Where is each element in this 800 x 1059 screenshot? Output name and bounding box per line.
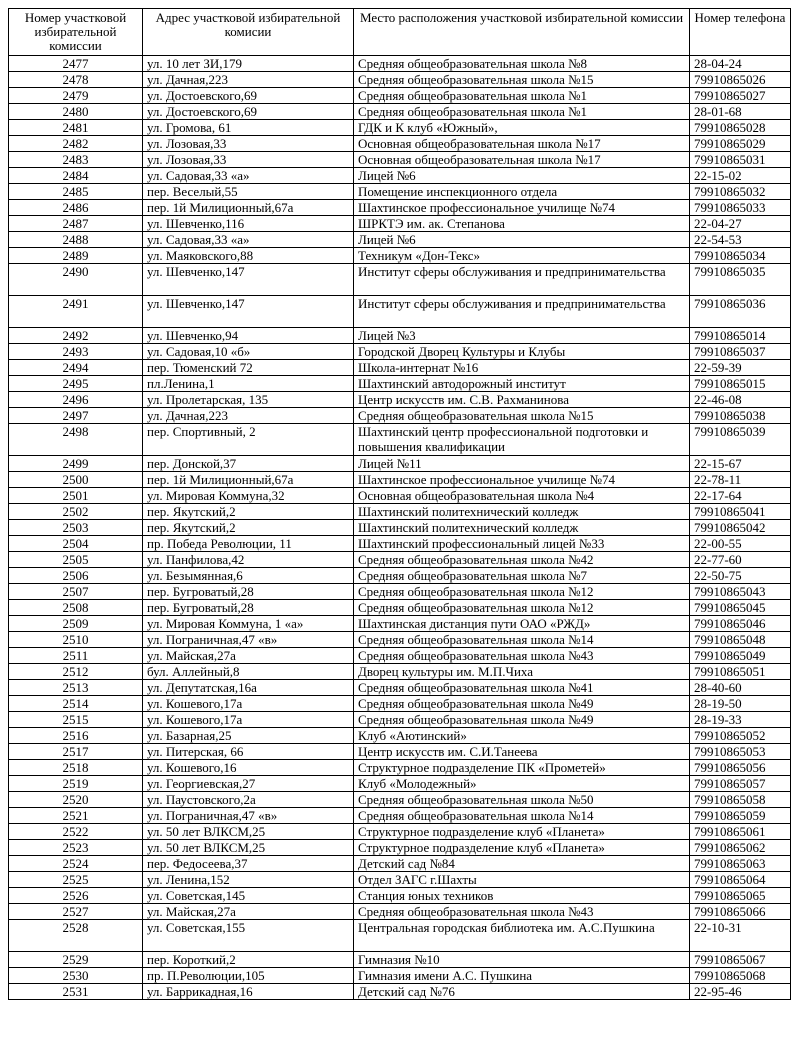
cell-address: пер. Якутский,2 xyxy=(143,520,354,536)
cell-location: Гимназия №10 xyxy=(354,952,690,968)
polling-stations-table xyxy=(8,8,791,1000)
cell-phone: 79910865068 xyxy=(690,968,791,984)
cell-address: ул. Достоевского,69 xyxy=(143,88,354,104)
cell-phone: 79910865066 xyxy=(690,904,791,920)
cell-address: пер. Веселый,55 xyxy=(143,184,354,200)
cell-number: 2521 xyxy=(9,808,143,824)
cell-location: Отдел ЗАГС г.Шахты xyxy=(354,872,690,888)
cell-number: 2504 xyxy=(9,536,143,552)
cell-phone: 79910865045 xyxy=(690,600,791,616)
cell-phone: 79910865063 xyxy=(690,856,791,872)
cell-phone: 22-04-27 xyxy=(690,216,791,232)
cell-address: ул. Кошевого,17а xyxy=(143,712,354,728)
cell-number: 2512 xyxy=(9,664,143,680)
header-address: Адрес участковой избирательной комисии xyxy=(143,9,354,56)
cell-location: Гимназия имени А.С. Пушкина xyxy=(354,968,690,984)
cell-phone: 79910865059 xyxy=(690,808,791,824)
cell-number: 2519 xyxy=(9,776,143,792)
cell-location: Клуб «Молодежный» xyxy=(354,776,690,792)
table-row xyxy=(9,424,791,456)
cell-phone: 28-01-68 xyxy=(690,104,791,120)
cell-location: Средняя общеобразовательная школа №49 xyxy=(354,712,690,728)
table-row xyxy=(9,328,791,344)
table-row xyxy=(9,104,791,120)
cell-location: Средняя общеобразовательная школа №41 xyxy=(354,680,690,696)
table-row xyxy=(9,952,791,968)
cell-address: пер. 1й Милиционный,67а xyxy=(143,200,354,216)
cell-phone: 22-59-39 xyxy=(690,360,791,376)
cell-address: ул. Садовая,33 «а» xyxy=(143,232,354,248)
cell-location: Институт сферы обслуживания и предпринимательства xyxy=(354,264,690,296)
cell-address: ул. Шевченко,147 xyxy=(143,296,354,328)
cell-location: Средняя общеобразовательная школа №8 xyxy=(354,56,690,72)
table-row xyxy=(9,216,791,232)
cell-phone: 79910865056 xyxy=(690,760,791,776)
table-row xyxy=(9,520,791,536)
cell-phone: 79910865061 xyxy=(690,824,791,840)
table-row xyxy=(9,568,791,584)
cell-location: Клуб «Аютинский» xyxy=(354,728,690,744)
cell-address: ул. Панфилова,42 xyxy=(143,552,354,568)
cell-number: 2518 xyxy=(9,760,143,776)
cell-number: 2495 xyxy=(9,376,143,392)
cell-phone: 79910865042 xyxy=(690,520,791,536)
cell-location: Лицей №11 xyxy=(354,456,690,472)
cell-address: ул. Садовая,10 «б» xyxy=(143,344,354,360)
table-row xyxy=(9,392,791,408)
table-row xyxy=(9,840,791,856)
cell-address: ул. Безымянная,6 xyxy=(143,568,354,584)
cell-address: ул. Маяковского,88 xyxy=(143,248,354,264)
cell-phone: 79910865064 xyxy=(690,872,791,888)
cell-phone: 22-17-64 xyxy=(690,488,791,504)
cell-number: 2501 xyxy=(9,488,143,504)
cell-location: Средняя общеобразовательная школа №49 xyxy=(354,696,690,712)
cell-location: Шахтинский центр профессиональной подготовки и повышения квалификации xyxy=(354,424,690,456)
cell-phone: 79910865028 xyxy=(690,120,791,136)
table-row xyxy=(9,808,791,824)
table-row xyxy=(9,488,791,504)
cell-address: ул. Шевченко,94 xyxy=(143,328,354,344)
cell-phone: 28-04-24 xyxy=(690,56,791,72)
cell-address: ул. 50 лет ВЛКСМ,25 xyxy=(143,840,354,856)
table-row xyxy=(9,248,791,264)
cell-number: 2478 xyxy=(9,72,143,88)
cell-address: пер. Спортивный, 2 xyxy=(143,424,354,456)
cell-number: 2528 xyxy=(9,920,143,952)
cell-phone: 28-40-60 xyxy=(690,680,791,696)
cell-location: Школа-интернат №16 xyxy=(354,360,690,376)
table-row xyxy=(9,184,791,200)
cell-number: 2520 xyxy=(9,792,143,808)
cell-number: 2503 xyxy=(9,520,143,536)
cell-address: пер. Донской,37 xyxy=(143,456,354,472)
cell-address: ул. Базарная,25 xyxy=(143,728,354,744)
cell-phone: 79910865035 xyxy=(690,264,791,296)
cell-location: Шахтинская дистанция пути ОАО «РЖД» xyxy=(354,616,690,632)
cell-number: 2483 xyxy=(9,152,143,168)
cell-phone: 79910865049 xyxy=(690,648,791,664)
table-row xyxy=(9,744,791,760)
cell-location: Средняя общеобразовательная школа №7 xyxy=(354,568,690,584)
cell-phone: 79910865036 xyxy=(690,296,791,328)
table-row xyxy=(9,344,791,360)
table-row xyxy=(9,376,791,392)
cell-phone: 79910865032 xyxy=(690,184,791,200)
cell-number: 2508 xyxy=(9,600,143,616)
table-row xyxy=(9,968,791,984)
table-row xyxy=(9,456,791,472)
cell-number: 2479 xyxy=(9,88,143,104)
header-number: Номер участковой избирательной комиссии xyxy=(9,9,143,56)
table-row xyxy=(9,584,791,600)
cell-phone: 79910865034 xyxy=(690,248,791,264)
cell-location: ГДК и К клуб «Южный», xyxy=(354,120,690,136)
cell-location: Детский сад №76 xyxy=(354,984,690,1000)
cell-number: 2527 xyxy=(9,904,143,920)
cell-phone: 22-95-46 xyxy=(690,984,791,1000)
cell-location: Основная общеобразовательная школа №17 xyxy=(354,136,690,152)
table-row xyxy=(9,88,791,104)
cell-number: 2490 xyxy=(9,264,143,296)
cell-phone: 22-78-11 xyxy=(690,472,791,488)
cell-number: 2506 xyxy=(9,568,143,584)
cell-location: Центральная городская библиотека им. А.С.Пушкина xyxy=(354,920,690,952)
table-row xyxy=(9,984,791,1000)
cell-location: Средняя общеобразовательная школа №42 xyxy=(354,552,690,568)
cell-location: Детский сад №84 xyxy=(354,856,690,872)
cell-number: 2493 xyxy=(9,344,143,360)
cell-number: 2529 xyxy=(9,952,143,968)
cell-number: 2481 xyxy=(9,120,143,136)
cell-address: ул. Советская,145 xyxy=(143,888,354,904)
cell-address: ул. Майская,27а xyxy=(143,904,354,920)
cell-address: ул. Мировая Коммуна,32 xyxy=(143,488,354,504)
cell-location: Центр искусств им. С.В. Рахманинова xyxy=(354,392,690,408)
cell-number: 2489 xyxy=(9,248,143,264)
cell-phone: 79910865031 xyxy=(690,152,791,168)
cell-location: Помещение инспекционного отдела xyxy=(354,184,690,200)
cell-phone: 79910865065 xyxy=(690,888,791,904)
cell-location: Городской Дворец Культуры и Клубы xyxy=(354,344,690,360)
table-row xyxy=(9,856,791,872)
cell-phone: 28-19-33 xyxy=(690,712,791,728)
table-row xyxy=(9,72,791,88)
cell-number: 2522 xyxy=(9,824,143,840)
cell-number: 2526 xyxy=(9,888,143,904)
cell-phone: 22-10-31 xyxy=(690,920,791,952)
header-phone: Номер телефона xyxy=(690,9,791,56)
cell-location: Структурное подразделение клуб «Планета» xyxy=(354,840,690,856)
cell-location: Лицей №3 xyxy=(354,328,690,344)
cell-address: пер. Бугроватый,28 xyxy=(143,584,354,600)
cell-number: 2480 xyxy=(9,104,143,120)
cell-address: ул. Кошевого,17а xyxy=(143,696,354,712)
cell-location: Дворец культуры им. М.П.Чиха xyxy=(354,664,690,680)
cell-address: ул. Садовая,33 «а» xyxy=(143,168,354,184)
cell-phone: 79910865048 xyxy=(690,632,791,648)
cell-address: ул. Кошевого,16 xyxy=(143,760,354,776)
cell-number: 2514 xyxy=(9,696,143,712)
cell-location: Основная общеобразовательная школа №4 xyxy=(354,488,690,504)
cell-phone: 22-15-02 xyxy=(690,168,791,184)
cell-address: ул. Громова, 61 xyxy=(143,120,354,136)
cell-address: ул. Дачная,223 xyxy=(143,72,354,88)
cell-number: 2502 xyxy=(9,504,143,520)
cell-address: пер. Короткий,2 xyxy=(143,952,354,968)
table-row xyxy=(9,232,791,248)
cell-address: ул. Питерская, 66 xyxy=(143,744,354,760)
cell-address: ул. 10 лет ЗИ,179 xyxy=(143,56,354,72)
cell-phone: 79910865027 xyxy=(690,88,791,104)
cell-address: ул. Пограничная,47 «в» xyxy=(143,808,354,824)
cell-phone: 22-50-75 xyxy=(690,568,791,584)
cell-address: ул. Баррикадная,16 xyxy=(143,984,354,1000)
table-row xyxy=(9,616,791,632)
cell-phone: 22-00-55 xyxy=(690,536,791,552)
cell-phone: 79910865053 xyxy=(690,744,791,760)
cell-address: ул. Майская,27а xyxy=(143,648,354,664)
table-row xyxy=(9,824,791,840)
cell-address: пр. П.Революции,105 xyxy=(143,968,354,984)
cell-location: Лицей №6 xyxy=(354,232,690,248)
cell-phone: 22-46-08 xyxy=(690,392,791,408)
cell-address: пер. Тюменский 72 xyxy=(143,360,354,376)
cell-number: 2500 xyxy=(9,472,143,488)
cell-number: 2515 xyxy=(9,712,143,728)
cell-phone: 79910865015 xyxy=(690,376,791,392)
cell-address: ул. Депутатская,16а xyxy=(143,680,354,696)
cell-number: 2491 xyxy=(9,296,143,328)
cell-number: 2530 xyxy=(9,968,143,984)
cell-number: 2523 xyxy=(9,840,143,856)
table-row xyxy=(9,504,791,520)
cell-phone: 79910865037 xyxy=(690,344,791,360)
cell-address: ул. Георгиевская,27 xyxy=(143,776,354,792)
cell-address: пер. Федосеева,37 xyxy=(143,856,354,872)
cell-location: Шахтинский автодорожный институт xyxy=(354,376,690,392)
cell-address: ул. Дачная,223 xyxy=(143,408,354,424)
table-header-row xyxy=(9,9,791,56)
cell-phone: 79910865029 xyxy=(690,136,791,152)
cell-location: Средняя общеобразовательная школа №15 xyxy=(354,72,690,88)
cell-phone: 22-15-67 xyxy=(690,456,791,472)
cell-phone: 79910865051 xyxy=(690,664,791,680)
cell-phone: 22-77-60 xyxy=(690,552,791,568)
cell-phone: 79910865057 xyxy=(690,776,791,792)
cell-phone: 79910865038 xyxy=(690,408,791,424)
cell-address: ул. Мировая Коммуна, 1 «а» xyxy=(143,616,354,632)
table-row xyxy=(9,792,791,808)
cell-phone: 79910865067 xyxy=(690,952,791,968)
table-row xyxy=(9,168,791,184)
cell-address: пл.Ленина,1 xyxy=(143,376,354,392)
cell-phone: 79910865046 xyxy=(690,616,791,632)
cell-number: 2482 xyxy=(9,136,143,152)
cell-location: Шахтинское профессиональное училище №74 xyxy=(354,472,690,488)
cell-address: ул. Пограничная,47 «в» xyxy=(143,632,354,648)
cell-phone: 28-19-50 xyxy=(690,696,791,712)
table-row xyxy=(9,904,791,920)
table-row xyxy=(9,664,791,680)
table-row xyxy=(9,920,791,952)
cell-number: 2524 xyxy=(9,856,143,872)
cell-location: Средняя общеобразовательная школа №15 xyxy=(354,408,690,424)
cell-location: Центр искусств им. С.И.Танеева xyxy=(354,744,690,760)
cell-phone: 79910865043 xyxy=(690,584,791,600)
table-row xyxy=(9,360,791,376)
table-row xyxy=(9,600,791,616)
cell-location: Средняя общеобразовательная школа №50 xyxy=(354,792,690,808)
cell-location: Шахтинское профессиональное училище №74 xyxy=(354,200,690,216)
cell-number: 2484 xyxy=(9,168,143,184)
cell-location: Техникум «Дон-Текс» xyxy=(354,248,690,264)
cell-number: 2516 xyxy=(9,728,143,744)
table-row xyxy=(9,632,791,648)
cell-location: Основная общеобразовательная школа №17 xyxy=(354,152,690,168)
cell-phone: 79910865062 xyxy=(690,840,791,856)
table-row xyxy=(9,152,791,168)
cell-location: Шахтинский политехнический колледж xyxy=(354,504,690,520)
cell-location: Средняя общеобразовательная школа №12 xyxy=(354,600,690,616)
cell-address: бул. Аллейный,8 xyxy=(143,664,354,680)
cell-number: 2505 xyxy=(9,552,143,568)
table-row xyxy=(9,696,791,712)
cell-number: 2511 xyxy=(9,648,143,664)
table-row xyxy=(9,552,791,568)
cell-number: 2496 xyxy=(9,392,143,408)
cell-number: 2513 xyxy=(9,680,143,696)
cell-location: Средняя общеобразовательная школа №12 xyxy=(354,584,690,600)
cell-location: Шахтинский профессиональный лицей №33 xyxy=(354,536,690,552)
cell-number: 2510 xyxy=(9,632,143,648)
cell-number: 2517 xyxy=(9,744,143,760)
cell-address: ул. Лозовая,33 xyxy=(143,152,354,168)
cell-address: ул. Лозовая,33 xyxy=(143,136,354,152)
cell-location: Средняя общеобразовательная школа №1 xyxy=(354,104,690,120)
cell-phone: 79910865058 xyxy=(690,792,791,808)
cell-phone: 79910865033 xyxy=(690,200,791,216)
cell-number: 2488 xyxy=(9,232,143,248)
cell-number: 2531 xyxy=(9,984,143,1000)
cell-number: 2485 xyxy=(9,184,143,200)
cell-location: Структурное подразделение клуб «Планета» xyxy=(354,824,690,840)
table-row xyxy=(9,680,791,696)
cell-address: пер. Якутский,2 xyxy=(143,504,354,520)
cell-number: 2486 xyxy=(9,200,143,216)
table-row xyxy=(9,728,791,744)
table-row xyxy=(9,56,791,72)
cell-number: 2499 xyxy=(9,456,143,472)
cell-phone: 79910865052 xyxy=(690,728,791,744)
table-row xyxy=(9,648,791,664)
cell-location: Институт сферы обслуживания и предпринимательства xyxy=(354,296,690,328)
cell-location: Средняя общеобразовательная школа №1 xyxy=(354,88,690,104)
cell-number: 2497 xyxy=(9,408,143,424)
table-row xyxy=(9,200,791,216)
table-row xyxy=(9,760,791,776)
cell-phone: 79910865041 xyxy=(690,504,791,520)
cell-number: 2507 xyxy=(9,584,143,600)
cell-address: пр. Победа Революции, 11 xyxy=(143,536,354,552)
cell-address: пер. 1й Милиционный,67а xyxy=(143,472,354,488)
cell-phone: 79910865026 xyxy=(690,72,791,88)
cell-phone: 22-54-53 xyxy=(690,232,791,248)
cell-location: Средняя общеобразовательная школа №43 xyxy=(354,648,690,664)
cell-location: Средняя общеобразовательная школа №14 xyxy=(354,632,690,648)
table-row xyxy=(9,888,791,904)
cell-address: ул. Шевченко,116 xyxy=(143,216,354,232)
cell-phone: 79910865014 xyxy=(690,328,791,344)
cell-number: 2492 xyxy=(9,328,143,344)
cell-number: 2498 xyxy=(9,424,143,456)
table-row xyxy=(9,536,791,552)
cell-location: Шахтинский политехнический колледж xyxy=(354,520,690,536)
cell-location: Структурное подразделение ПК «Прометей» xyxy=(354,760,690,776)
cell-number: 2509 xyxy=(9,616,143,632)
header-location: Место расположения участковой избирательной комиссии xyxy=(354,9,690,56)
cell-number: 2494 xyxy=(9,360,143,376)
cell-number: 2477 xyxy=(9,56,143,72)
cell-location: Средняя общеобразовательная школа №14 xyxy=(354,808,690,824)
table-row xyxy=(9,712,791,728)
cell-location: Средняя общеобразовательная школа №43 xyxy=(354,904,690,920)
cell-location: Станция юных техников xyxy=(354,888,690,904)
table-row xyxy=(9,136,791,152)
table-row xyxy=(9,120,791,136)
table-row xyxy=(9,296,791,328)
table-row xyxy=(9,776,791,792)
cell-phone: 79910865039 xyxy=(690,424,791,456)
cell-address: пер. Бугроватый,28 xyxy=(143,600,354,616)
table-row xyxy=(9,408,791,424)
cell-address: ул. Шевченко,147 xyxy=(143,264,354,296)
table-body xyxy=(9,56,791,1000)
cell-address: ул. 50 лет ВЛКСМ,25 xyxy=(143,824,354,840)
cell-address: ул. Ленина,152 xyxy=(143,872,354,888)
cell-address: ул. Паустовского,2а xyxy=(143,792,354,808)
table-row xyxy=(9,472,791,488)
cell-address: ул. Советская,155 xyxy=(143,920,354,952)
cell-location: ШРКТЭ им. ак. Степанова xyxy=(354,216,690,232)
cell-number: 2487 xyxy=(9,216,143,232)
table-row xyxy=(9,264,791,296)
cell-number: 2525 xyxy=(9,872,143,888)
cell-address: ул. Достоевского,69 xyxy=(143,104,354,120)
cell-address: ул. Пролетарская, 135 xyxy=(143,392,354,408)
table-row xyxy=(9,872,791,888)
cell-location: Лицей №6 xyxy=(354,168,690,184)
